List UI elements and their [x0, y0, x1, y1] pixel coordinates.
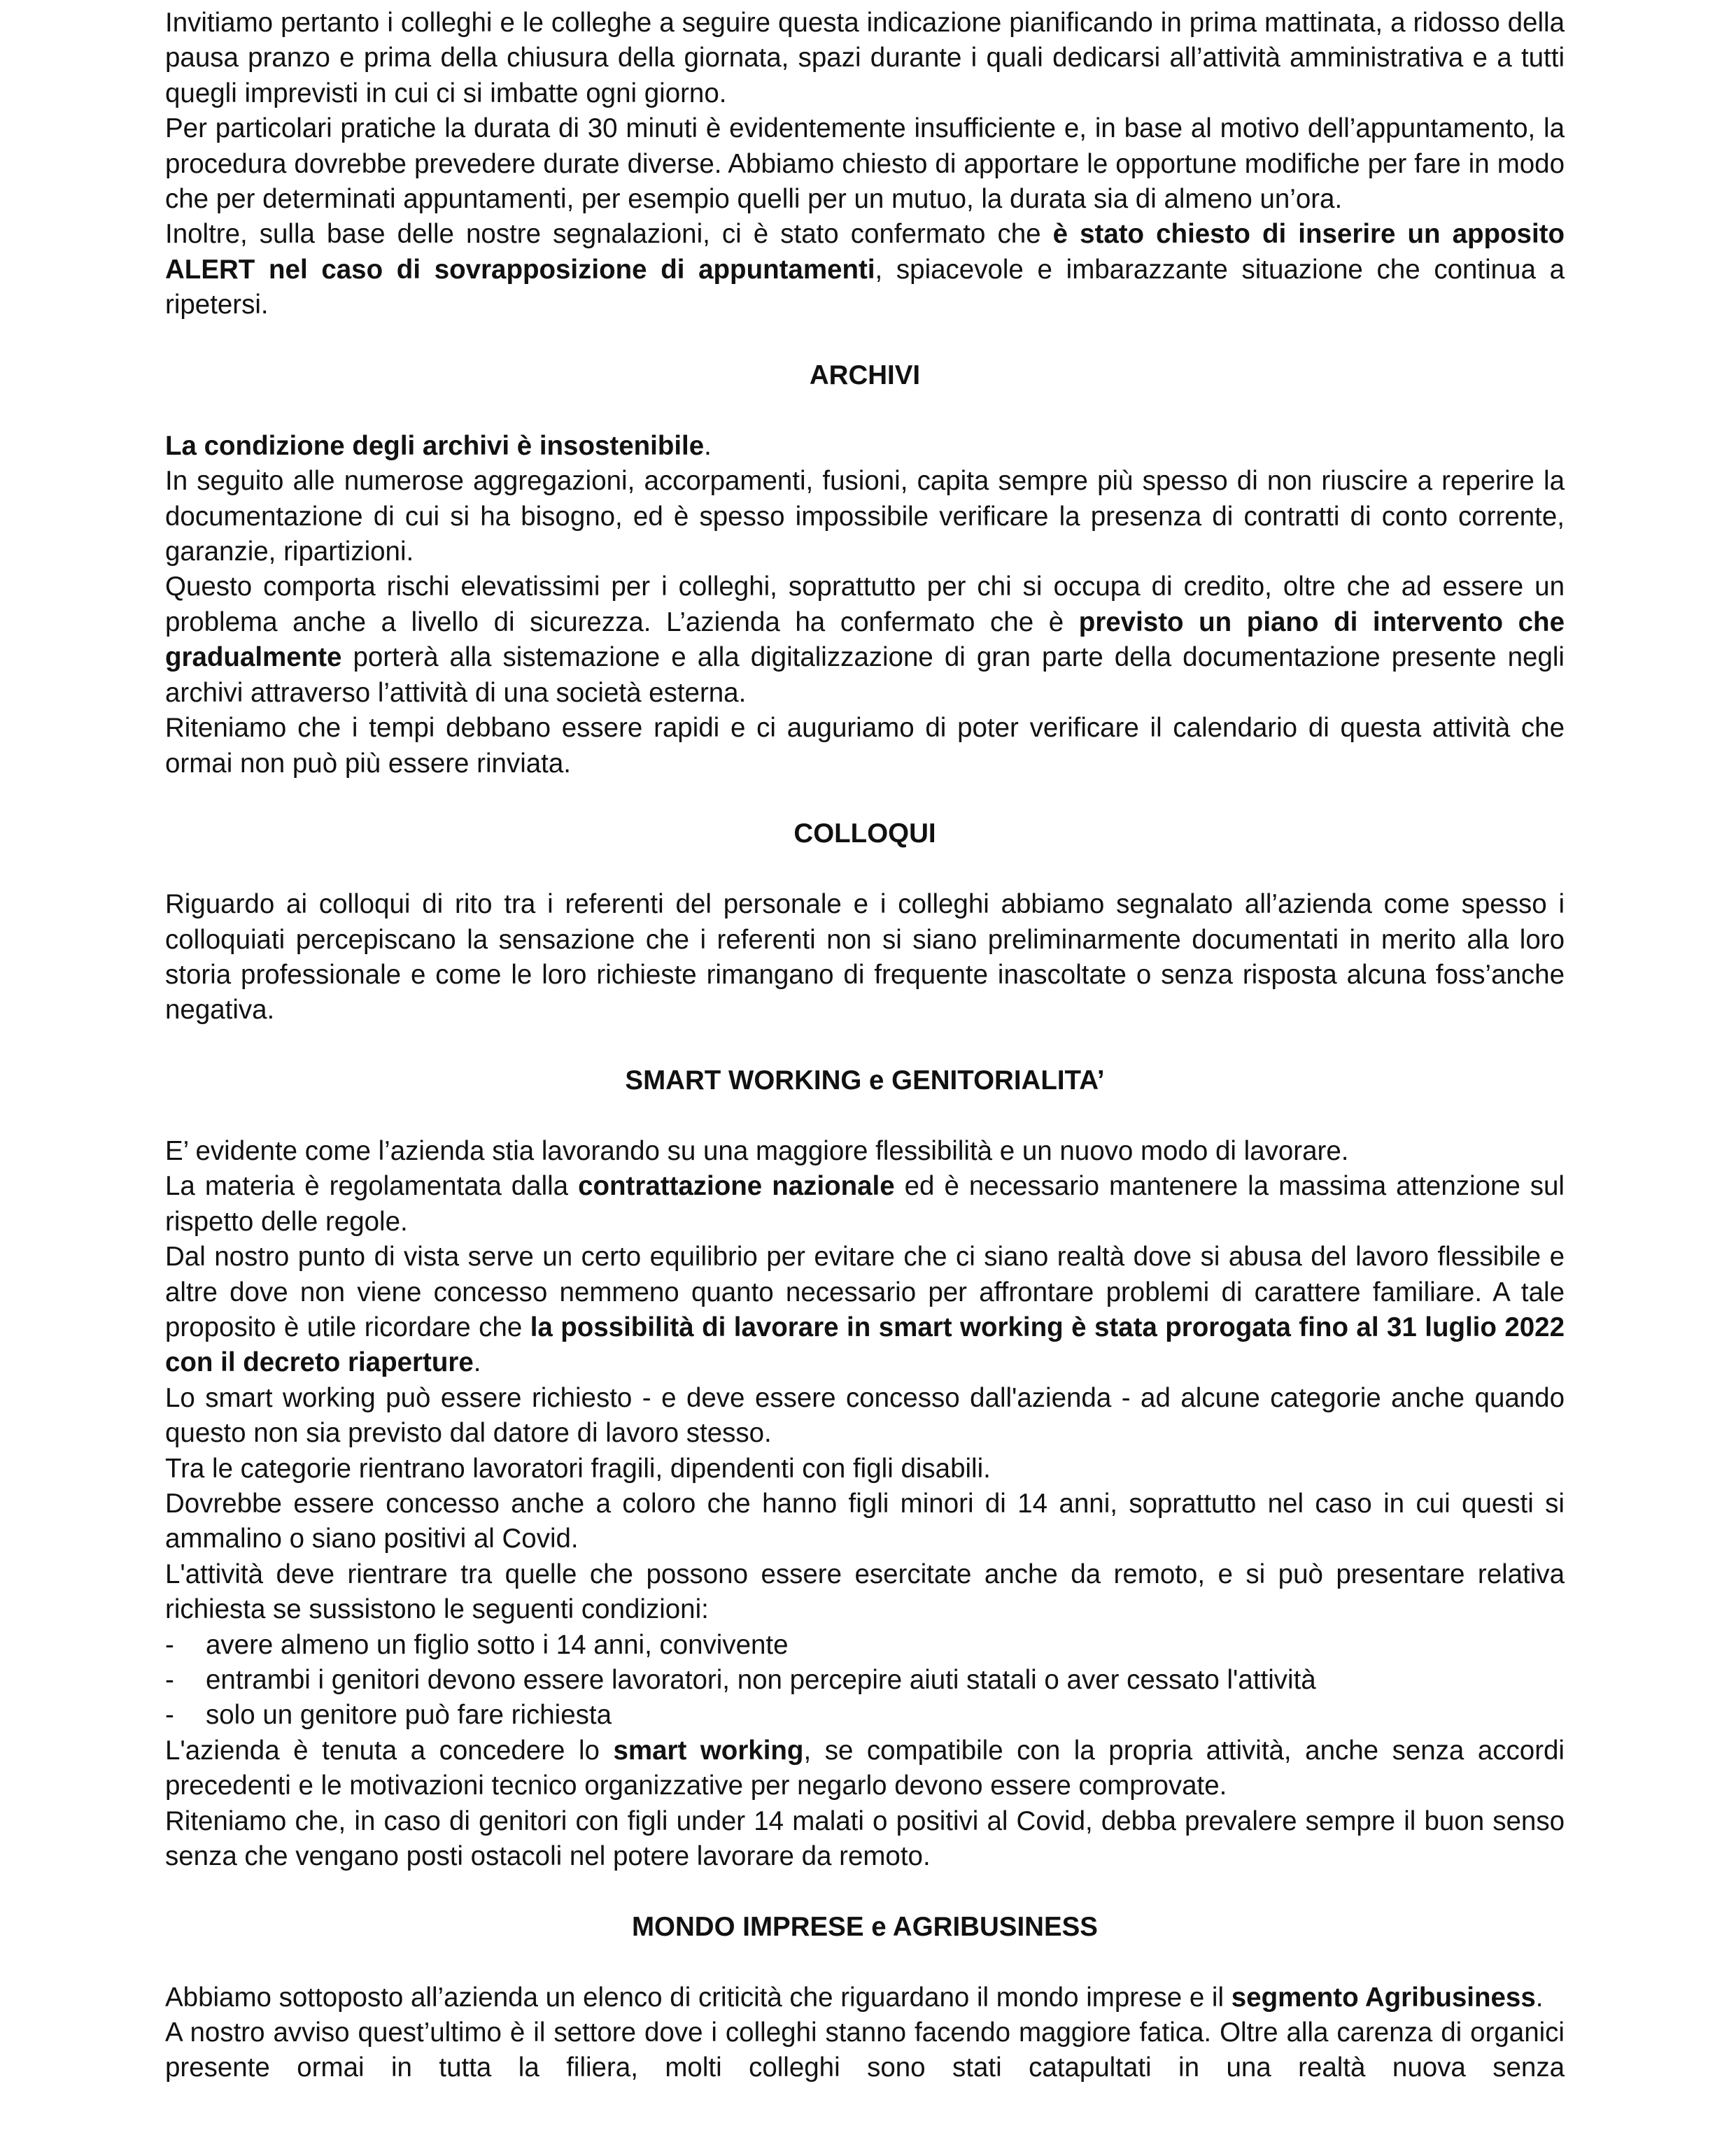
smart-working-paragraph-9: Riteniamo che, in caso di genitori con figli under 14 malati o positivi al Covid, debba prevalere sempre il buon senso senza che vengano posti ostacoli nel potere lavorare da remoto.	[165, 1806, 1565, 1872]
spacer	[165, 393, 1565, 428]
list-item-text: solo un genitore può fare richiesta	[206, 1700, 612, 1731]
spacer	[165, 1945, 1565, 1980]
smart-working-paragraph-5: Tra le categorie rientrano lavoratori fragili, dipendenti con figli disabili.	[165, 1453, 991, 1484]
intro-paragraph-1: Invitiamo pertanto i colleghi e le colleghe a seguire questa indicazione pianificando in prima mattinata, a ridosso della pausa pranzo e prima della chiusura della giornata, spazi durante i quali dedicarsi all’attività amministrativa e a tutti quegli imprevisti in cui ci si imbatte ogni giorno.	[165, 8, 1565, 108]
spacer	[165, 852, 1565, 887]
spacer	[165, 323, 1565, 358]
section-heading-smart-working: SMART WORKING e GENITORIALITA’	[625, 1065, 1105, 1096]
conditions-list	[165, 1628, 1565, 1733]
smart-working-p2-text-c: ed è necessario mantenere la massima attenzione sul rispetto delle regole.	[165, 1171, 1565, 1237]
mondo-imprese-paragraph-2: A nostro avviso quest’ultimo è il settore dove i colleghi stanno facendo maggiore fatica. Oltre alla carenza di organici presente ormai in tutta la filiera, molti colleghi sono stati catapultati in una realtà nuova senza	[165, 2017, 1565, 2083]
list-item	[165, 1663, 1565, 1698]
smart-working-p8-text-c: , se compatibile con la propria attività, anche senza accordi precedenti e le motivazioni tecnico organizzative per negarlo devono essere comprovate.	[165, 1735, 1565, 1801]
intro-p3-text-a: Inoltre, sulla base delle nostre segnalazioni, ci è stato confermato che	[165, 219, 1053, 250]
archivi-p2-text-a: Questo comporta rischi elevatissimi per i colleghi, soprattutto per chi si occupa di credito, oltre che ad essere un problema anche a livello di sicurezza. L’azienda ha confermato che è	[165, 572, 1565, 637]
archivi-paragraph-3: Riteniamo che i tempi debbano essere rapidi e ci auguriamo di poter verificare il calendario di questa attività che ormai non può più essere rinviata.	[165, 713, 1565, 779]
intro-paragraph-3	[165, 217, 1565, 322]
spacer	[165, 781, 1565, 816]
smart-working-p2-text-a: La materia è regolamentata dalla	[165, 1171, 579, 1202]
spacer	[165, 1099, 1565, 1134]
intro-p3-text-c: , spiacevole e imbarazzante situazione che continua a ripetersi.	[165, 254, 1565, 320]
archivi-lead-end: .	[704, 430, 712, 461]
smart-working-p2-bold: contrattazione nazionale	[578, 1171, 895, 1202]
section-heading-archivi: ARCHIVI	[809, 360, 921, 391]
smart-working-paragraph-2	[165, 1169, 1565, 1240]
mondo-imprese-p1-bold: segmento Agribusiness	[1231, 1982, 1536, 2013]
document-page	[165, 6, 1565, 2086]
mondo-imprese-p1-text-a: Abbiamo sottoposto all’azienda un elenco di criticità che riguardano il mondo imprese e il	[165, 1982, 1232, 2013]
list-item-text: entrambi i genitori devono essere lavoratori, non percepire aiuti statali o aver cessato l'attività	[206, 1665, 1316, 1695]
smart-working-paragraph-4: Lo smart working può essere richiesto - e deve essere concesso dall'azienda - ad alcune categorie anche quando questo non sia previsto dal datore di lavoro stesso.	[165, 1382, 1565, 1449]
smart-working-paragraph-3	[165, 1240, 1565, 1381]
smart-working-paragraph-1: E’ evidente come l’azienda stia lavorando su una maggiore flessibilità e un nuovo modo di lavorare.	[165, 1135, 1349, 1166]
smart-working-p3-text-c: .	[473, 1347, 481, 1378]
list-item	[165, 1698, 1565, 1733]
smart-working-p3-bold: la possibilità di lavorare in smart working è stata prorogata fino al 31 luglio 2022 con il decreto riaperture	[165, 1312, 1565, 1378]
archivi-lead-bold: La condizione degli archivi è insostenibile	[165, 430, 705, 461]
list-dash: -	[165, 1629, 174, 1660]
section-heading-mondo-imprese: MONDO IMPRESE e AGRIBUSINESS	[631, 1911, 1098, 1942]
smart-working-p8-bold: smart working	[613, 1735, 804, 1766]
list-dash: -	[165, 1665, 174, 1695]
section-heading-colloqui: COLLOQUI	[793, 818, 936, 849]
intro-paragraph-2: Per particolari pratiche la durata di 30 minuti è evidentemente insufficiente e, in base al motivo dell’appuntamento, la procedura dovrebbe prevedere durate diverse. Abbiamo chiesto di apportare le opportune modifiche per fare in modo che per determinati appuntamenti, per esempio quelli per un mutuo, la durata sia di almeno un’ora.	[165, 113, 1565, 215]
list-item-text: avere almeno un figlio sotto i 14 anni, convivente	[206, 1629, 789, 1660]
colloqui-paragraph-1: Riguardo ai colloqui di rito tra i referenti del personale e i colleghi abbiamo segnalato all’azienda come spesso i colloquiati percepiscano la sensazione che i referenti non si siano preliminarmente documentati in merito alla loro storia professionale e come le loro richieste rimangano di frequente inascoltate o senza risposta alcuna foss’anche negativa.	[165, 889, 1565, 1026]
archivi-paragraph-1: In seguito alle numerose aggregazioni, accorpamenti, fusioni, capita sempre più spesso di non riuscire a reperire la documentazione di cui si ha bisogno, ed è spesso impossibile verificare la presenza di contratti di conto corrente, garanzie, ripartizioni.	[165, 466, 1565, 567]
mondo-imprese-p1-text-c: .	[1535, 1982, 1544, 2013]
archivi-p2-text-c: porterà alla sistemazione e alla digitalizzazione di gran parte della documentazione presente negli archivi attraverso l’attività di una società esterna.	[165, 642, 1565, 708]
smart-working-paragraph-8	[165, 1733, 1565, 1804]
spacer	[165, 1874, 1565, 1909]
archivi-lead	[165, 429, 1565, 464]
smart-working-paragraph-6: Dovrebbe essere concesso anche a coloro che hanno figli minori di 14 anni, soprattutto nel caso in cui questi si ammalino o siano positivi al Covid.	[165, 1488, 1565, 1554]
smart-working-p3-text-a: Dal nostro punto di vista serve un certo equilibrio per evitare che ci siano realtà dove si abusa del lavoro flessibile e altre dove non viene concesso nemmeno quanto necessario per affrontare problemi di carattere familiare. A tale proposito è utile ricordare che	[165, 1242, 1565, 1342]
archivi-p2-bold: previsto un piano di intervento che gradualmente	[165, 607, 1565, 673]
smart-working-p8-text-a: L'azienda è tenuta a concedere lo	[165, 1735, 614, 1766]
spacer	[165, 1028, 1565, 1063]
smart-working-paragraph-7: L'attività deve rientrare tra quelle che possono essere esercitate anche da remoto, e si può presentare relativa richiesta se sussistono le seguenti condizioni:	[165, 1559, 1565, 1625]
list-item	[165, 1628, 1565, 1663]
intro-p3-bold: è stato chiesto di inserire un apposito ALERT nel caso di sovrapposizione di appuntamenti	[165, 219, 1565, 285]
mondo-imprese-paragraph-1	[165, 1980, 1565, 2015]
list-dash: -	[165, 1700, 174, 1731]
archivi-paragraph-2	[165, 569, 1565, 711]
